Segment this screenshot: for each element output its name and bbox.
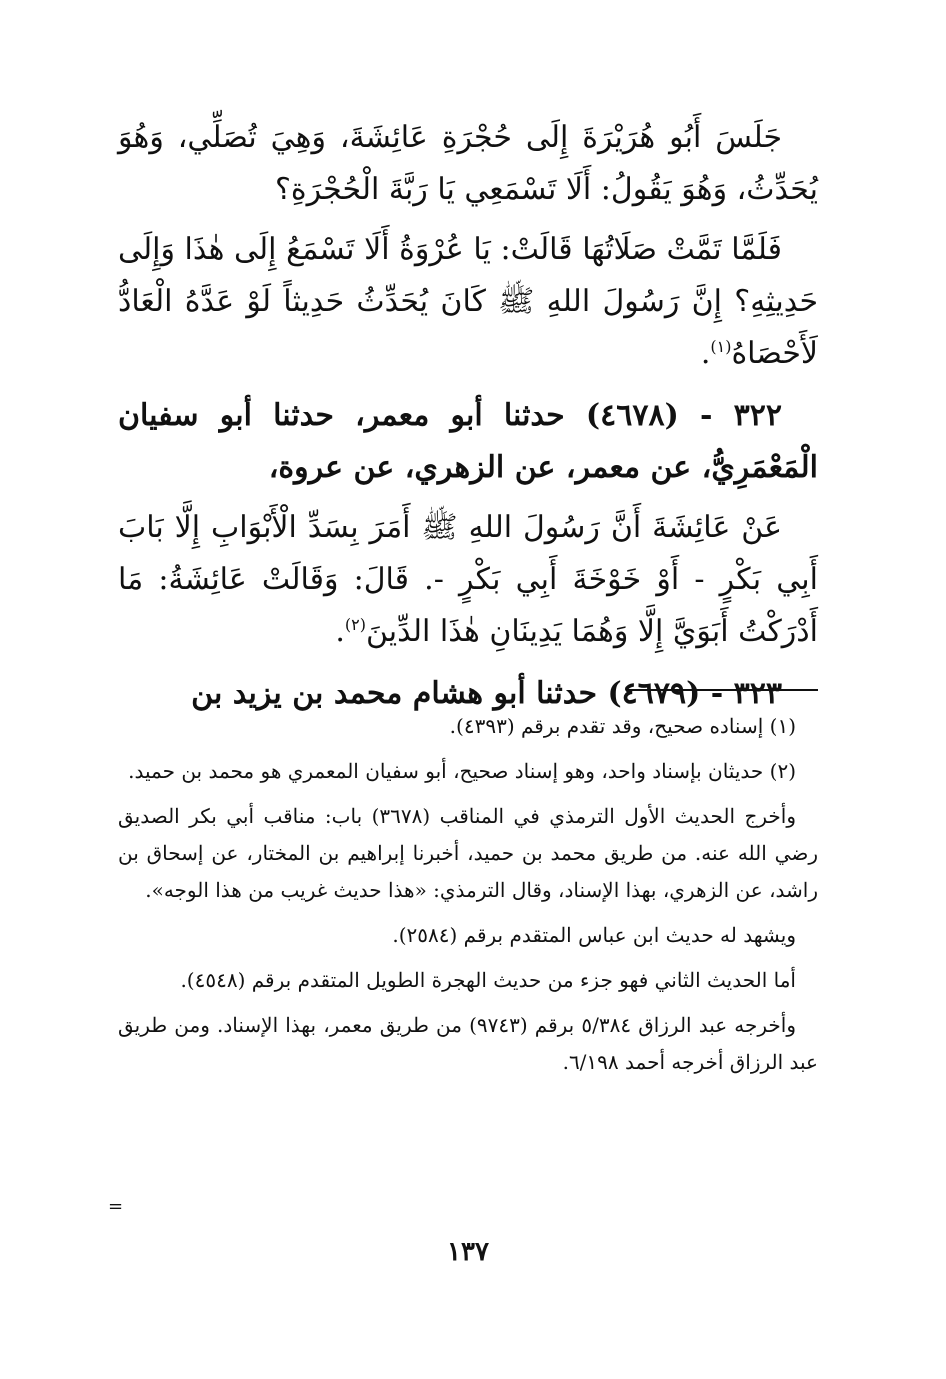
hadith-text: عَنْ عَائِشَةَ أَنَّ رَسُولَ اللهِ ﷺ أَمَرَ بِسَدِّ الْأَبْوَابِ إِلَّا بَابَ أَبِي بَكْرٍ - أَوْ خَوْخَةَ أَبِي بَكْرٍ -. قَالَ: وَقَالَتْ عَائِشَةُ: مَا أَدْرَكْتُ أَبَوَيَّ إِلَّا وَهُمَا يَدِينَانِ هٰذَا الدِّينَ — [118, 510, 818, 649]
footnote-separator — [628, 689, 818, 691]
footnote-paragraph: أما الحديث الثاني فهو جزء من حديث الهجرة الطويل المتقدم برقم (٤٥٤٨). — [180, 968, 796, 992]
hadith-text-paragraph: جَلَسَ أَبُو هُرَيْرَةَ إِلَى حُجْرَةِ عَائِشَةَ، وَهِيَ تُصَلِّي، وَهُوَ يُحَدِّثُ، وَهُوَ يَقُولُ: أَلَا تَسْمَعِي يَا رَبَّةَ الْحُجْرَةِ؟ — [118, 120, 818, 207]
footnote-paragraph: وأخرج الحديث الأول الترمذي في المناقب (٣٦٧٨) باب: مناقب أبي بكر الصديق رضي الله عنه. من طريق محمد بن حميد، أخبرنا إبراهيم بن المختار، عن إسحاق بن راشد، عن الزهري، بهذا الإسناد، وقال الترمذي: «هذا حديث غريب من هذا الوجه». — [118, 804, 818, 902]
hadith-number-heading: ٣٢٢ - (٤٦٧٨) حدثنا أبو معمر، حدثنا أبو سفيان الْمَعْمَرِيُّ، عن معمر، عن الزهري، عن عروة، — [118, 398, 818, 485]
hadith-text-paragraph — [118, 502, 818, 658]
footnotes — [118, 708, 818, 1089]
continuation-mark: = — [108, 1196, 124, 1217]
hadith-number-heading: ٣٢٣ - (٤٦٧٩) حدثنا أبو هشام محمد بن يزيد بن — [191, 676, 782, 711]
footnote-reference: (١) — [710, 337, 732, 356]
main-text — [118, 112, 818, 720]
footnote-paragraph: ويشهد له حديث ابن عباس المتقدم برقم (٢٥٨٤). — [392, 923, 796, 947]
footnote: (١) إسناده صحيح، وقد تقدم برقم (٤٣٩٣). — [449, 714, 796, 738]
hadith-text-paragraph — [118, 224, 818, 380]
page-number: ١٣٧ — [447, 1237, 489, 1267]
punctuation: . — [335, 614, 345, 649]
footnote-reference: (٢) — [344, 615, 366, 634]
book-page — [118, 112, 818, 1312]
hadith-text: فَلَمَّا تَمَّتْ صَلَاتُهَا قَالَتْ: يَا عُرْوَةُ أَلَا تَسْمَعُ إِلَى هٰذَا وَإِلَى حَدِيثِهِ؟ إِنَّ رَسُولَ اللهِ ﷺ كَانَ يُحَدِّثُ حَدِيثاً لَوْ عَدَّهُ الْعَادُّ لَأَحْصَاهُ — [118, 232, 818, 371]
footnote-paragraph: وأخرجه عبد الرزاق ٥/٣٨٤ برقم (٩٧٤٣) من طريق معمر، بهذا الإسناد. ومن طريق عبد الرزاق أخرجه أحمد ٦/١٩٨. — [118, 1013, 818, 1074]
footnote: (٢) حديثان بإسناد واحد، وهو إسناد صحيح، أبو سفيان المعمري هو محمد بن حميد. — [128, 759, 796, 783]
punctuation: . — [700, 336, 711, 371]
